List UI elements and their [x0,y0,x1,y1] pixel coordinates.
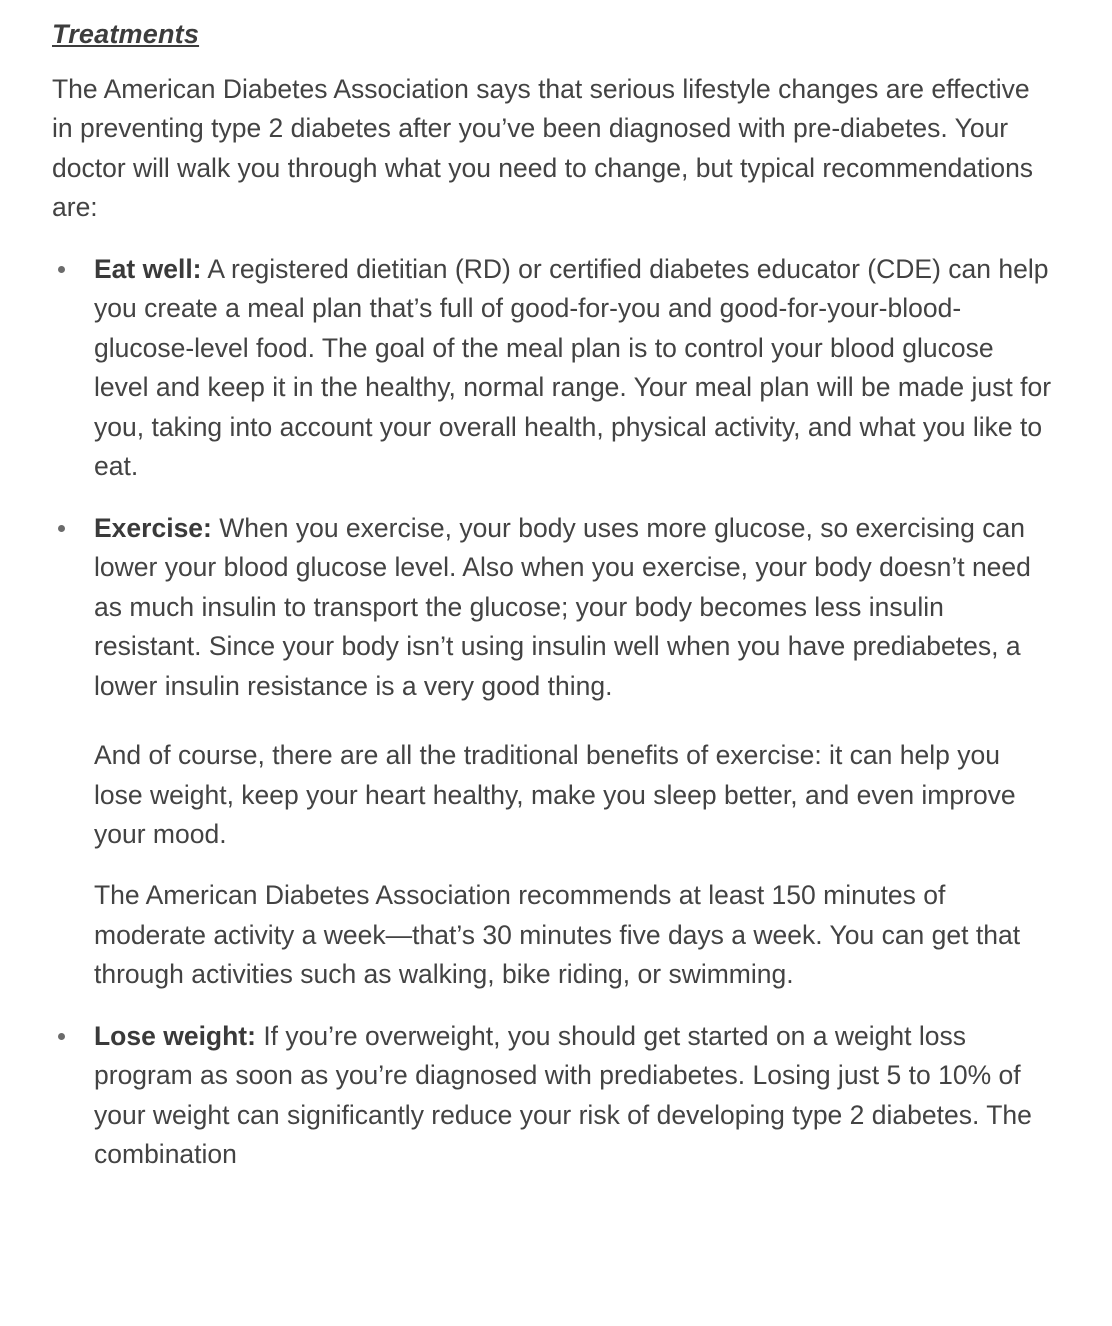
bullet-point-icon [58,1033,65,1040]
exercise-activity-paragraph: The American Diabetes Association recommends at least 150 minutes of moderate activity a week—that’s 30 minutes five days a week. You can get that through activities such as walking, bike riding, or swimming. [94,880,1021,990]
bullet-point-icon [58,266,65,273]
exercise-note-paragraph: And of course, there are all the traditional benefits of exercise: it can help you lose weight, keep your heart healthy, make you sleep better, and even improve your mood. [94,740,1016,849]
list-item [44,1017,1052,1175]
list-item-text: If you’re overweight, you should get started on a weight loss program as soon as you’re diagnosed with prediabetes. Losing just 5 to 10% of your weight can significantly reduce your risk of developing type 2 diabetes. The combination [94,1020,1032,1170]
list-item-text: When you exercise, your body uses more glucose, so exercising can lower your blood glucose level. Also when you exercise, your body doesn’t need as much insulin to transport the glucose; your body becomes less insulin resistant. Since your body isn’t using insulin well when you have prediabetes, a lower insulin resistance is a very good thing. [94,512,1031,701]
list-item-text: A registered dietitian (RD) or certified diabetes educator (CDE) can help you create a meal plan that’s full of good-for-you and good-for-your-blood-glucose-level food. The goal of the meal plan is to control your blood glucose level and keep it in the healthy, normal range. Your meal plan will be made just for you, taking into account your overall health, physical activity, and what you like to eat. [94,253,1052,482]
list-item [44,509,1052,706]
list-item-lead: Eat well: [94,253,202,284]
list-item [44,250,1052,487]
spacer [94,728,1052,736]
bullet-point-icon [58,525,65,532]
page-title: Treatments [52,19,200,49]
list-item-lead: Lose weight: [94,1020,256,1051]
treatment-list [44,250,1052,1175]
exercise-notes [44,728,1052,995]
list-item-lead: Exercise: [94,512,212,543]
intro-paragraph: The American Diabetes Association says that serious lifestyle changes are effective in preventing type 2 diabetes after you’ve been diagnosed with pre-diabetes. Your doctor will walk you through what you need to change, but typical recommendations are: [52,73,1034,223]
